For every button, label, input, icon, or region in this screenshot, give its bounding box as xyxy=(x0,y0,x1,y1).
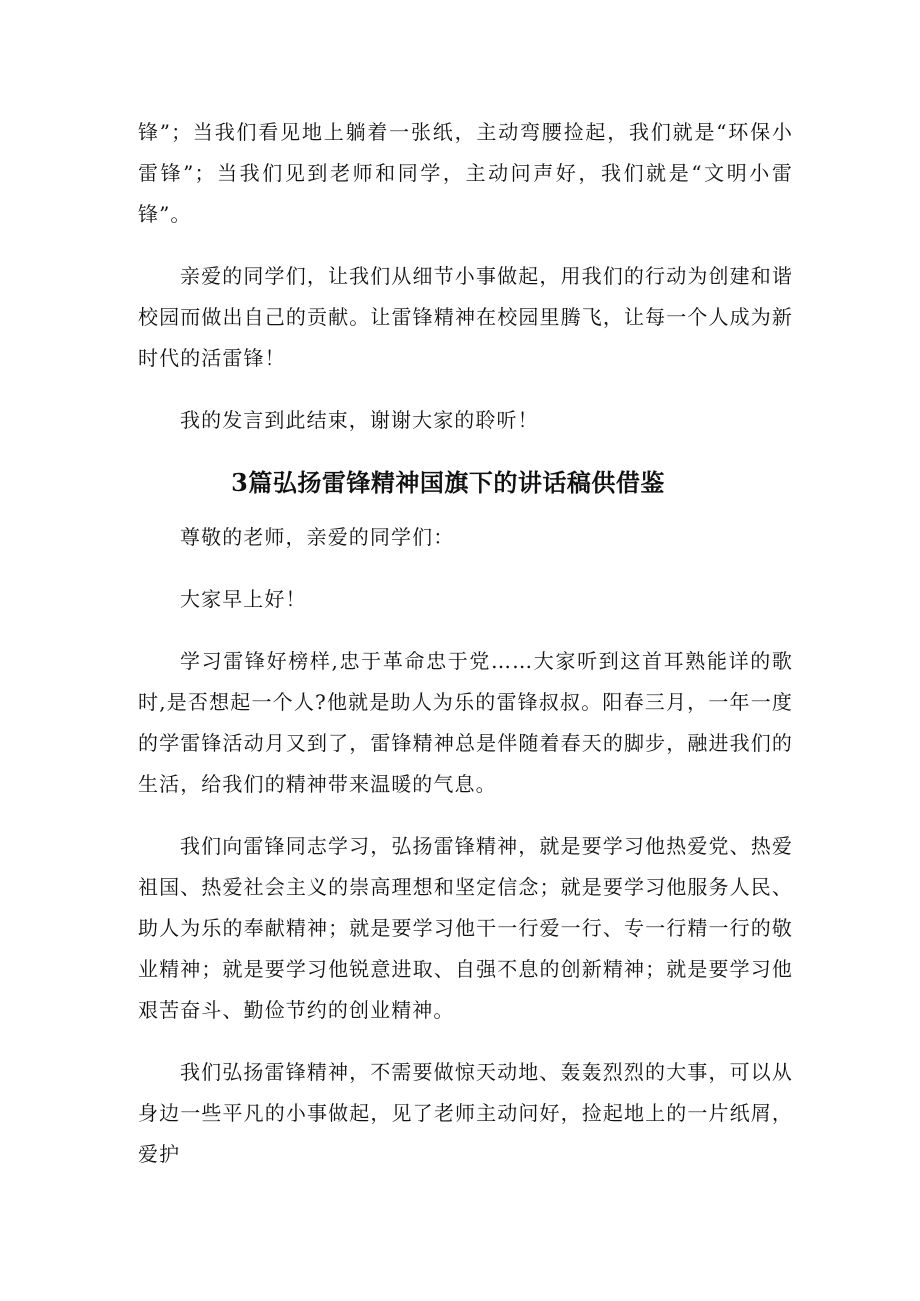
document-page xyxy=(138,112,793,1196)
paragraph-greeting: 大家早上好！ xyxy=(180,587,307,611)
paragraph-learning: 我们向雷锋同志学习，弘扬雷锋精神，就是要学习他热爱党、热爱祖国、热爱社会主义的崇高理想和坚定信念；就是要学习他服务人民、助人为乐的奉献精神；就是要学习他干一行爱一行、专一行精一行的敬业精神；就是要学习他锐意进取、自强不息的创新精神；就是要学习他艰苦奋斗、勤俭节约的创业精神。 xyxy=(138,834,793,1022)
paragraph-salutation: 尊敬的老师，亲爱的同学们： xyxy=(180,525,455,549)
paragraph-intro: 学习雷锋好榜样,忠于革命忠于党……大家听到这首耳熟能详的歌时,是否想起一个人?他就是助人为乐的雷锋叔叔。阳春三月，一年一度的学雷锋活动月又到了，雷锋精神总是伴随着春天的脚步，融进我们的生活，给我们的精神带来温暖的气息。 xyxy=(138,649,793,796)
paragraph-call-to-action: 亲爱的同学们，让我们从细节小事做起，用我们的行动为创建和谐校园而做出自己的贡献。让雷锋精神在校园里腾飞，让每一个人成为新时代的活雷锋！ xyxy=(138,264,793,370)
paragraph-continuation: 锋”；当我们看见地上躺着一张纸，主动弯腰捡起，我们就是“环保小雷锋”；当我们见到老师和同学，主动问声好，我们就是“文明小雷锋”。 xyxy=(138,120,793,226)
section-title: 3篇弘扬雷锋精神国旗下的讲话稿供借鉴 xyxy=(231,468,665,497)
paragraph-closing: 我的发言到此结束，谢谢大家的聆听！ xyxy=(180,408,539,432)
paragraph-small-deeds: 我们弘扬雷锋精神，不需要做惊天动地、轰轰烈烈的大事，可以从身边一些平凡的小事做起，见了老师主动问好，捡起地上的一片纸屑，爱护 xyxy=(138,1060,793,1166)
